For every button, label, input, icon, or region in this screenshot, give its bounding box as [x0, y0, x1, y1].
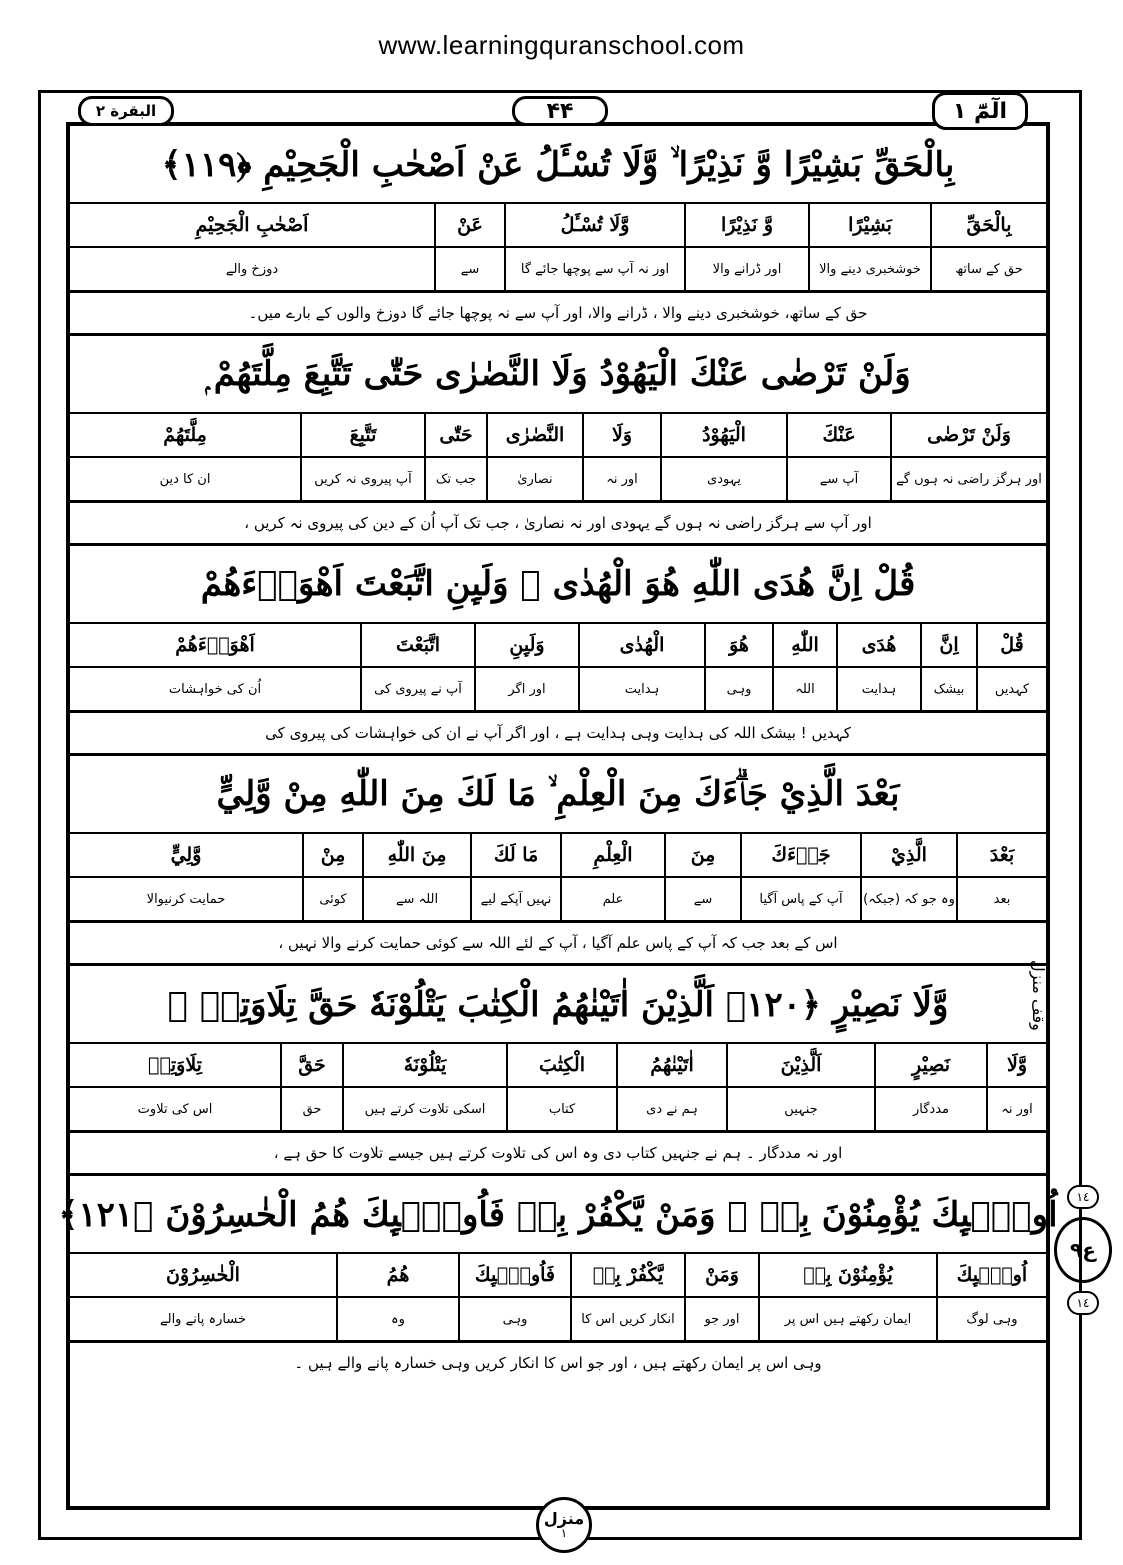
ayah-line: بِالْحَقِّ بَشِيْرًا وَّ نَذِيْرًا ۙ وَّلَا تُسْـَٔلُ عَنْ اَصْحٰبِ الْجَحِيْمِ ﴿۱۱۹﴾ — [70, 126, 1046, 204]
arabic-word: وَّلَا تُسْـَٔلُ — [504, 204, 684, 246]
arabic-word: اتَّبَعْتَ — [360, 624, 474, 666]
arabic-word: حَقَّ — [280, 1044, 342, 1086]
arabic-word: يَّكْفُرْ بِهٖ — [570, 1254, 684, 1296]
arabic-word: جَاۗءَكَ — [740, 834, 860, 876]
arabic-word-row — [70, 624, 1046, 668]
arabic-word: وَلَنْ تَرْضٰى — [890, 414, 1046, 456]
ruku-bottom-number: ١٤ — [1067, 1291, 1099, 1315]
urdu-word: نصاریٰ — [486, 458, 582, 500]
urdu-word: نہیں آپکے لیے — [470, 878, 560, 920]
arabic-word: وَّ نَذِيْرًا — [684, 204, 808, 246]
urdu-word: خوشخبری دینے والا — [808, 248, 930, 290]
urdu-word: آپ کے پاس آگیا — [740, 878, 860, 920]
urdu-word: کہدیں — [976, 668, 1046, 710]
urdu-word: بعد — [956, 878, 1046, 920]
arabic-word: هُوَ — [704, 624, 772, 666]
ruku-marker — [1052, 1185, 1114, 1315]
urdu-word: وہی — [704, 668, 772, 710]
urdu-word: اُن کی خواہشات — [168, 681, 262, 697]
urdu-word: اور نہ — [582, 458, 660, 500]
arabic-word: تِلَاوَتِهٖ — [148, 1054, 202, 1076]
arabic-word: اَصْحٰبِ الْجَحِيْمِ — [195, 214, 309, 236]
arabic-word: قُلْ — [976, 624, 1046, 666]
urdu-word: سے — [434, 248, 504, 290]
arabic-word: وَمَنْ — [684, 1254, 758, 1296]
arabic-word: اَلَّذِيْنَ — [726, 1044, 874, 1086]
manzil-badge — [536, 1497, 592, 1553]
ayah-translation: وہی اس پر ایمان رکھتے ہیں ، اور جو اس کا انکار کریں وہی خسارہ پانے والے ہیں ۔ — [294, 1354, 822, 1372]
urdu-word: وہ جو کہ (جبکہ) — [860, 878, 956, 920]
arabic-word: النَّصٰرٰى — [486, 414, 582, 456]
urdu-word: اور ہرگز راضی نہ ہوں گے — [890, 458, 1046, 500]
ayah-translation: کہدیں ! بیشک اللہ کی ہدایت وہی ہدایت ہے ، اور اگر آپ نے ان کی خواہشات کی پیروی کی — [70, 713, 1046, 756]
urdu-word: آپ نے پیروی کی — [360, 668, 474, 710]
urdu-word: دوزخ والے — [225, 261, 279, 277]
urdu-word: خسارہ پانے والے — [159, 1311, 247, 1327]
arabic-word: الْعِلْمِ — [560, 834, 664, 876]
arabic-word: اِنَّ — [920, 624, 976, 666]
arabic-word: تَتَّبِعَ — [300, 414, 424, 456]
arabic-word-row — [70, 1254, 1046, 1298]
waqf-side-label: وقف منزل — [1029, 960, 1048, 1031]
arabic-word-row — [70, 204, 1046, 248]
urdu-word: حق — [280, 1088, 342, 1130]
ayah-line: بَعْدَ الَّذِيْ جَاۗءَكَ مِنَ الْعِلْمِ ۙ مَا لَكَ مِنَ اللّٰهِ مِنْ وَّلِيٍّ — [70, 756, 1046, 834]
urdu-word: بیشک — [920, 668, 976, 710]
urdu-word: وہی لوگ — [936, 1298, 1046, 1340]
ayah-translation: حق کے ساتھ، خوشخبری دینے والا ، ڈرانے والا، اور آپ سے نہ پوچھا جائے گا دوزخ والوں کے بارے میں۔ — [70, 293, 1046, 336]
arabic-word: بَعْدَ — [956, 834, 1046, 876]
arabic-word: الْيَهُوْدُ — [660, 414, 786, 456]
arabic-word: بَشِيْرًا — [808, 204, 930, 246]
arabic-word: اَهْوَاۗءَھُمْ — [175, 634, 255, 656]
urdu-word: آپ پیروی نہ کریں — [300, 458, 424, 500]
urdu-word: کوئی — [302, 878, 362, 920]
urdu-word: انکار کریں اس کا — [570, 1298, 684, 1340]
urdu-word-row — [70, 458, 1046, 503]
arabic-word: اُولٰۗىِٕكَ — [936, 1254, 1046, 1296]
arabic-word: وَلَا — [582, 414, 660, 456]
arabic-word: هُدَى — [836, 624, 920, 666]
urdu-word: اسکی تلاوت کرتے ہیں — [342, 1088, 506, 1130]
arabic-word: الَّذِيْ — [860, 834, 956, 876]
arabic-word: ھُمُ — [336, 1254, 458, 1296]
arabic-word: مَا لَكَ — [470, 834, 560, 876]
arabic-word-row — [70, 414, 1046, 458]
juz-name-label: الٓمّٓ ١ — [932, 92, 1028, 130]
urdu-word: کتاب — [506, 1088, 616, 1130]
arabic-word-row — [70, 834, 1046, 878]
translation-grid — [58, 126, 1058, 1383]
urdu-word: اور اگر — [474, 668, 578, 710]
ayah-line: اُولٰۗىِٕكَ يُؤْمِنُوْنَ بِهٖ ۭ وَمَنْ يَّكْفُرْ بِهٖ فَاُولٰۗىِٕكَ ھُمُ الْخٰسِرُوْنَ ﴿۱۲۱﴾ — [70, 1176, 1046, 1254]
ayah-translation: اور نہ مددگار ۔ ہم نے جنہیں کتاب دی وہ اس کی تلاوت کرتے ہیں جیسے تلاوت کا حق ہے ، — [70, 1133, 1046, 1176]
urdu-word: سے — [664, 878, 740, 920]
arabic-word: مِنَ اللّٰهِ — [362, 834, 470, 876]
arabic-word: يَتْلُوْنَهٗ — [342, 1044, 506, 1086]
arabic-word: اٰتَيْنٰھُمُ — [616, 1044, 726, 1086]
urdu-word: اور نہ — [986, 1088, 1046, 1130]
page-number: ۴۴ — [512, 96, 608, 126]
arabic-word: بِالْحَقِّ — [930, 204, 1046, 246]
urdu-word-row — [70, 668, 1046, 713]
ayah-block — [70, 546, 1046, 756]
surah-name-label: البقرة ٢ — [78, 96, 174, 126]
urdu-word: ان کا دین — [159, 471, 211, 487]
urdu-word: حمایت کرنیوالا — [146, 891, 226, 907]
ayah-translation: اور آپ سے ہرگز راضی نہ ہوں گے یہودی اور نہ نصاریٰ ، جب تک آپ اُن کے دین کی پیروی نہ کریں ، — [70, 503, 1046, 546]
urdu-word: یہودی — [660, 458, 786, 500]
urdu-word: اللہ سے — [362, 878, 470, 920]
site-url: www.learningquranschool.com — [378, 30, 745, 60]
ayah-line: قُلْ اِنَّ هُدَى اللّٰهِ هُوَ الْهُدٰى ۭ وَلَىِٕنِ اتَّبَعْتَ اَهْوَاۗءَھُمْ — [70, 546, 1046, 624]
urdu-word: جب تک — [424, 458, 486, 500]
urdu-word: اس کی تلاوت — [137, 1101, 213, 1117]
urdu-word-row — [70, 1088, 1046, 1133]
ayah-translation: اس کے بعد جب کہ آپ کے پاس علم آگیا ، آپ کے لئے اللہ سے کوئی حمایت کرنے والا نہیں ، — [70, 923, 1046, 966]
ayah-line: وَلَنْ تَرْضٰى عَنْكَ الْيَهُوْدُ وَلَا النَّصٰرٰى حَتّٰى تَتَّبِعَ مِلَّتَهُمْ ۭ — [70, 336, 1046, 414]
arabic-word: اللّٰهِ — [772, 624, 836, 666]
ayah-block — [70, 126, 1046, 336]
arabic-word: مِنْ — [302, 834, 362, 876]
urdu-word: وہ — [336, 1298, 458, 1340]
arabic-word: حَتّٰى — [424, 414, 486, 456]
urdu-word: حق کے ساتھ — [930, 248, 1046, 290]
arabic-word-row — [70, 1044, 1046, 1088]
urdu-word: ہم نے دی — [616, 1088, 726, 1130]
urdu-word: اور نہ آپ سے پوچھا جائے گا — [504, 248, 684, 290]
arabic-word: وَّلَا — [986, 1044, 1046, 1086]
urdu-word: ہدایت — [836, 668, 920, 710]
arabic-word: الْكِتٰبَ — [506, 1044, 616, 1086]
ayah-line: وَّلَا نَصِيْرٍ ﴿۱۲۰﴾ اَلَّذِيْنَ اٰتَيْنٰھُمُ الْكِتٰبَ يَتْلُوْنَهٗ حَقَّ تِلَاوَتِهٖ ۭ — [70, 966, 1046, 1044]
arabic-word: يُؤْمِنُوْنَ بِهٖ — [758, 1254, 936, 1296]
arabic-word: وَّلِيٍّ — [170, 844, 202, 866]
urdu-word: وہی — [458, 1298, 570, 1340]
ruku-ring: ع٩ — [1054, 1217, 1112, 1283]
urdu-word: اور جو — [684, 1298, 758, 1340]
arabic-word: عَنْكَ — [786, 414, 890, 456]
ayah-block — [70, 756, 1046, 966]
arabic-word: نَصِيْرٍ — [874, 1044, 986, 1086]
urdu-word-row — [70, 878, 1046, 923]
arabic-word: فَاُولٰۗىِٕكَ — [458, 1254, 570, 1296]
arabic-word: الْهُدٰى — [578, 624, 704, 666]
manzil-label: منزل — [543, 1508, 585, 1528]
urdu-word: علم — [560, 878, 664, 920]
ayah-block — [58, 1176, 1058, 1383]
urdu-word: ایمان رکھتے ہیں اس پر — [758, 1298, 936, 1340]
urdu-word: آپ سے — [786, 458, 890, 500]
urdu-word-row — [70, 1298, 1046, 1343]
arabic-word: وَلَىِٕنِ — [474, 624, 578, 666]
urdu-word: جنہیں — [726, 1088, 874, 1130]
urdu-word: اور ڈرانے والا — [684, 248, 808, 290]
arabic-word: عَنْ — [434, 204, 504, 246]
urdu-word: ہدایت — [578, 668, 704, 710]
urdu-word-row — [70, 248, 1046, 293]
manzil-number: ١ — [560, 1526, 568, 1541]
ayah-block — [70, 966, 1046, 1176]
arabic-word: الْخٰسِرُوْنَ — [166, 1264, 240, 1286]
arabic-word: مِلَّتَهُمْ — [163, 424, 207, 446]
urdu-word: مددگار — [874, 1088, 986, 1130]
ruku-top-number: ١٤ — [1067, 1185, 1099, 1209]
arabic-word: مِنَ — [664, 834, 740, 876]
urdu-word: اللہ — [772, 668, 836, 710]
ayah-block — [70, 336, 1046, 546]
